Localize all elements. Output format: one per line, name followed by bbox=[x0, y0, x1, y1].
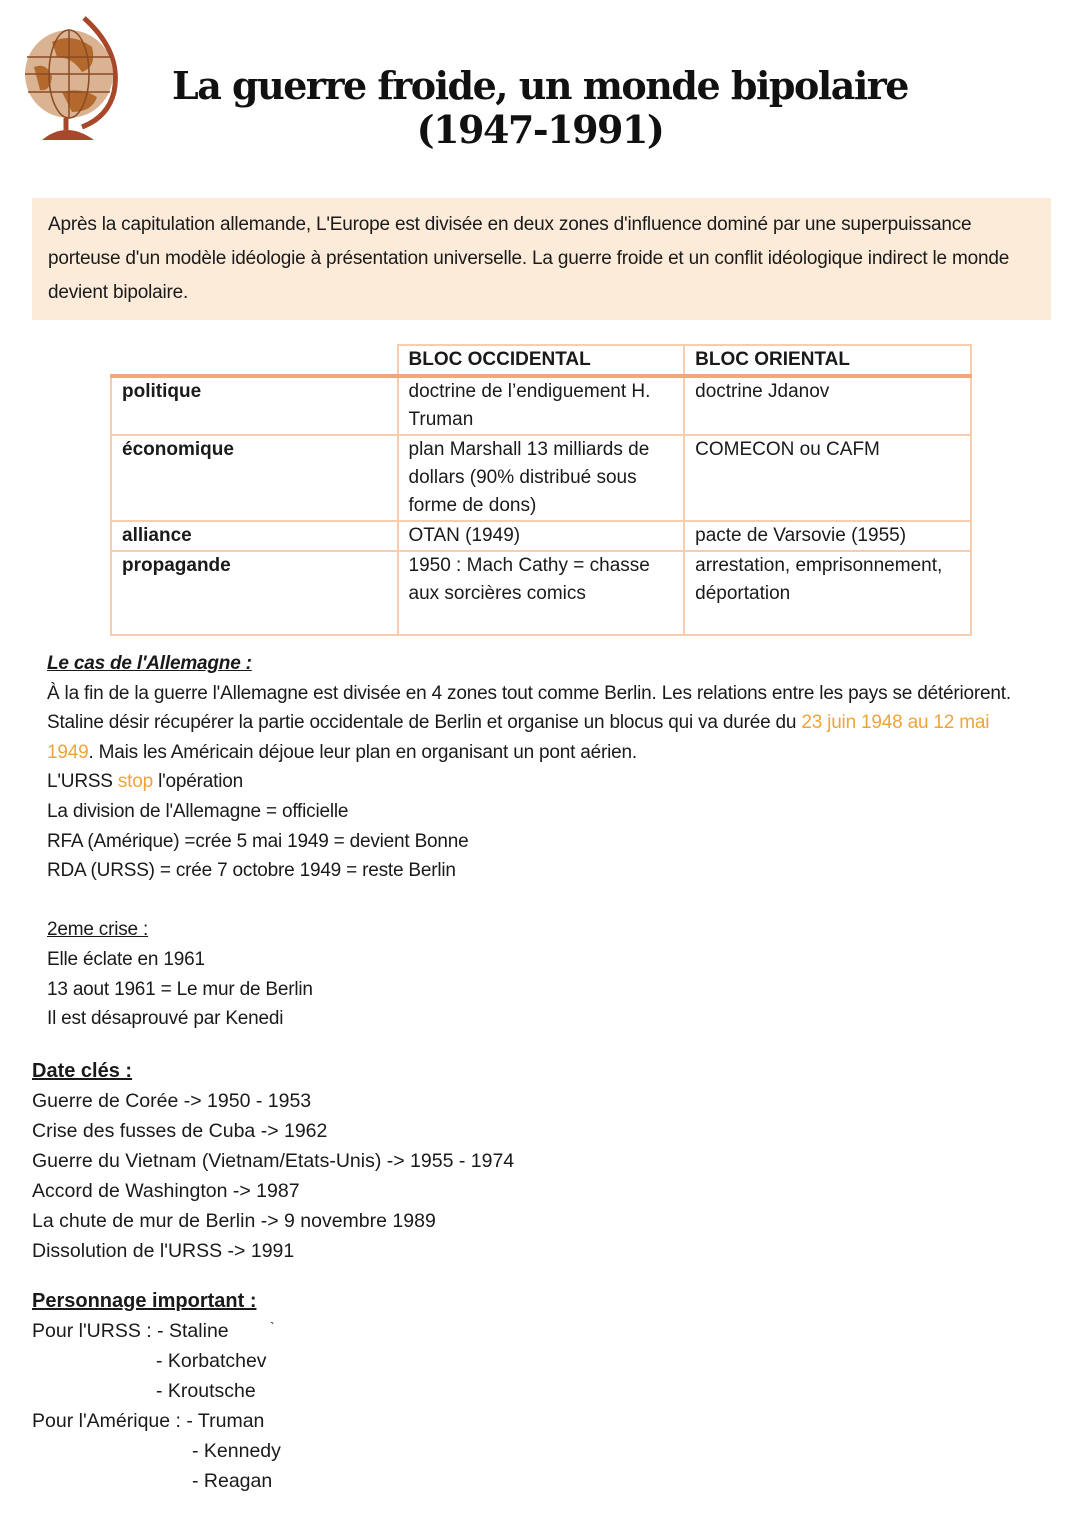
row-label: politique bbox=[111, 376, 398, 435]
row-label: alliance bbox=[111, 521, 398, 551]
table-row bbox=[111, 376, 971, 435]
people-heading: Personnage important : bbox=[32, 1290, 257, 1312]
intro-box bbox=[32, 198, 1051, 320]
usa-label: Pour l'Amérique : bbox=[32, 1410, 187, 1432]
germany-heading: Le cas de l'Allemagne : bbox=[47, 653, 252, 674]
people-section bbox=[32, 1286, 432, 1496]
row-label: propagande bbox=[111, 551, 398, 635]
dates-section bbox=[32, 1056, 514, 1266]
page-title bbox=[0, 64, 1080, 152]
date-item: La chute de mur de Berlin -> 9 novembre 1989 bbox=[32, 1210, 436, 1232]
person: - Korbatchev bbox=[156, 1350, 267, 1372]
date-item: Guerre du Vietnam (Vietnam/Etats-Unis) -> 1955 - 1974 bbox=[32, 1150, 515, 1172]
cell: pacte de Varsovie (1955) bbox=[684, 521, 971, 551]
crisis-line: Il est désaprouvé par Kenedi bbox=[47, 1008, 284, 1030]
germany-section bbox=[47, 649, 1037, 1034]
date-item: Guerre de Corée -> 1950 - 1953 bbox=[32, 1090, 312, 1112]
cell: 1950 : Mach Cathy = chasse aux sorcières comics bbox=[398, 551, 685, 635]
person: - Staline bbox=[157, 1320, 229, 1342]
dates-heading: Date clés : bbox=[32, 1060, 133, 1082]
cell: OTAN (1949) bbox=[398, 521, 685, 551]
table-row bbox=[111, 435, 971, 521]
cell: doctrine Jdanov bbox=[684, 376, 971, 435]
germany-paragraph bbox=[47, 679, 1037, 768]
germany-line: La division de l'Allemagne = officielle bbox=[47, 800, 349, 822]
blockade-dates: 23 juin 1948 au 12 mai 1949 bbox=[47, 712, 990, 763]
table-header-row bbox=[111, 345, 971, 376]
row-label: économique bbox=[111, 435, 398, 521]
text: l'opération bbox=[153, 771, 243, 793]
table-row bbox=[111, 551, 971, 635]
blocs-table bbox=[110, 344, 972, 636]
title-line-2: (1947-1991) bbox=[416, 107, 664, 152]
text: L'URSS bbox=[47, 771, 118, 793]
crisis-heading: 2eme crise : bbox=[47, 919, 149, 941]
cell: COMECON ou CAFM bbox=[684, 435, 971, 521]
crisis-line: Elle éclate en 1961 bbox=[47, 948, 205, 970]
stray-mark: ` bbox=[270, 1319, 275, 1335]
person: - Truman bbox=[186, 1410, 265, 1432]
people-usa bbox=[32, 1406, 432, 1436]
cell: arrestation, emprisonnement, déportation bbox=[684, 551, 971, 635]
intro-text: Après la capitulation allemande, L'Europe est divisée en deux zones d'influence dominé par une superpuissance porteuse d'un modèle idéologie à présentation universelle. La guerre froide et un conflit idéologique indirect le monde devient bipolaire. bbox=[48, 214, 1010, 303]
germany-line bbox=[47, 767, 1037, 797]
cell: doctrine de l’endiguement H. Truman bbox=[398, 376, 685, 435]
germany-line: RFA (Amérique) =crée 5 mai 1949 = devient Bonne bbox=[47, 830, 469, 852]
date-item: Dissolution de l'URSS -> 1991 bbox=[32, 1240, 295, 1262]
crisis-line: 13 aout 1961 = Le mur de Berlin bbox=[47, 978, 313, 1000]
header-cell bbox=[111, 345, 398, 376]
urss-label: Pour l'URSS : bbox=[32, 1320, 158, 1342]
table-row bbox=[111, 521, 971, 551]
header-cell: BLOC OCCIDENTAL bbox=[398, 345, 685, 376]
person: - Kennedy bbox=[192, 1440, 281, 1462]
date-item: Crise des fusses de Cuba -> 1962 bbox=[32, 1120, 328, 1142]
header-cell: BLOC ORIENTAL bbox=[684, 345, 971, 376]
people-urss bbox=[32, 1316, 432, 1346]
highlight-stop: stop bbox=[117, 771, 153, 793]
germany-text: À la fin de la guerre l'Allemagne est divisée en 4 zones tout comme Berlin. Les relations entre les pays se détériorent. Staline désir récupérer la partie occidentale de Berlin et organise un blocus qui va durée du bbox=[47, 682, 1011, 734]
person: - Kroutsche bbox=[156, 1380, 256, 1402]
cell: plan Marshall 13 milliards de dollars (90% distribué sous forme de dons) bbox=[398, 435, 685, 521]
title-line-1: La guerre froide, un monde bipolaire bbox=[171, 63, 908, 108]
date-item: Accord de Washington -> 1987 bbox=[32, 1180, 300, 1202]
germany-line: RDA (URSS) = crée 7 octobre 1949 = reste Berlin bbox=[47, 860, 456, 882]
person: - Reagan bbox=[192, 1470, 273, 1492]
germany-text-end: . Mais les Américain déjoue leur plan en organisant un pont aérien. bbox=[88, 741, 637, 763]
